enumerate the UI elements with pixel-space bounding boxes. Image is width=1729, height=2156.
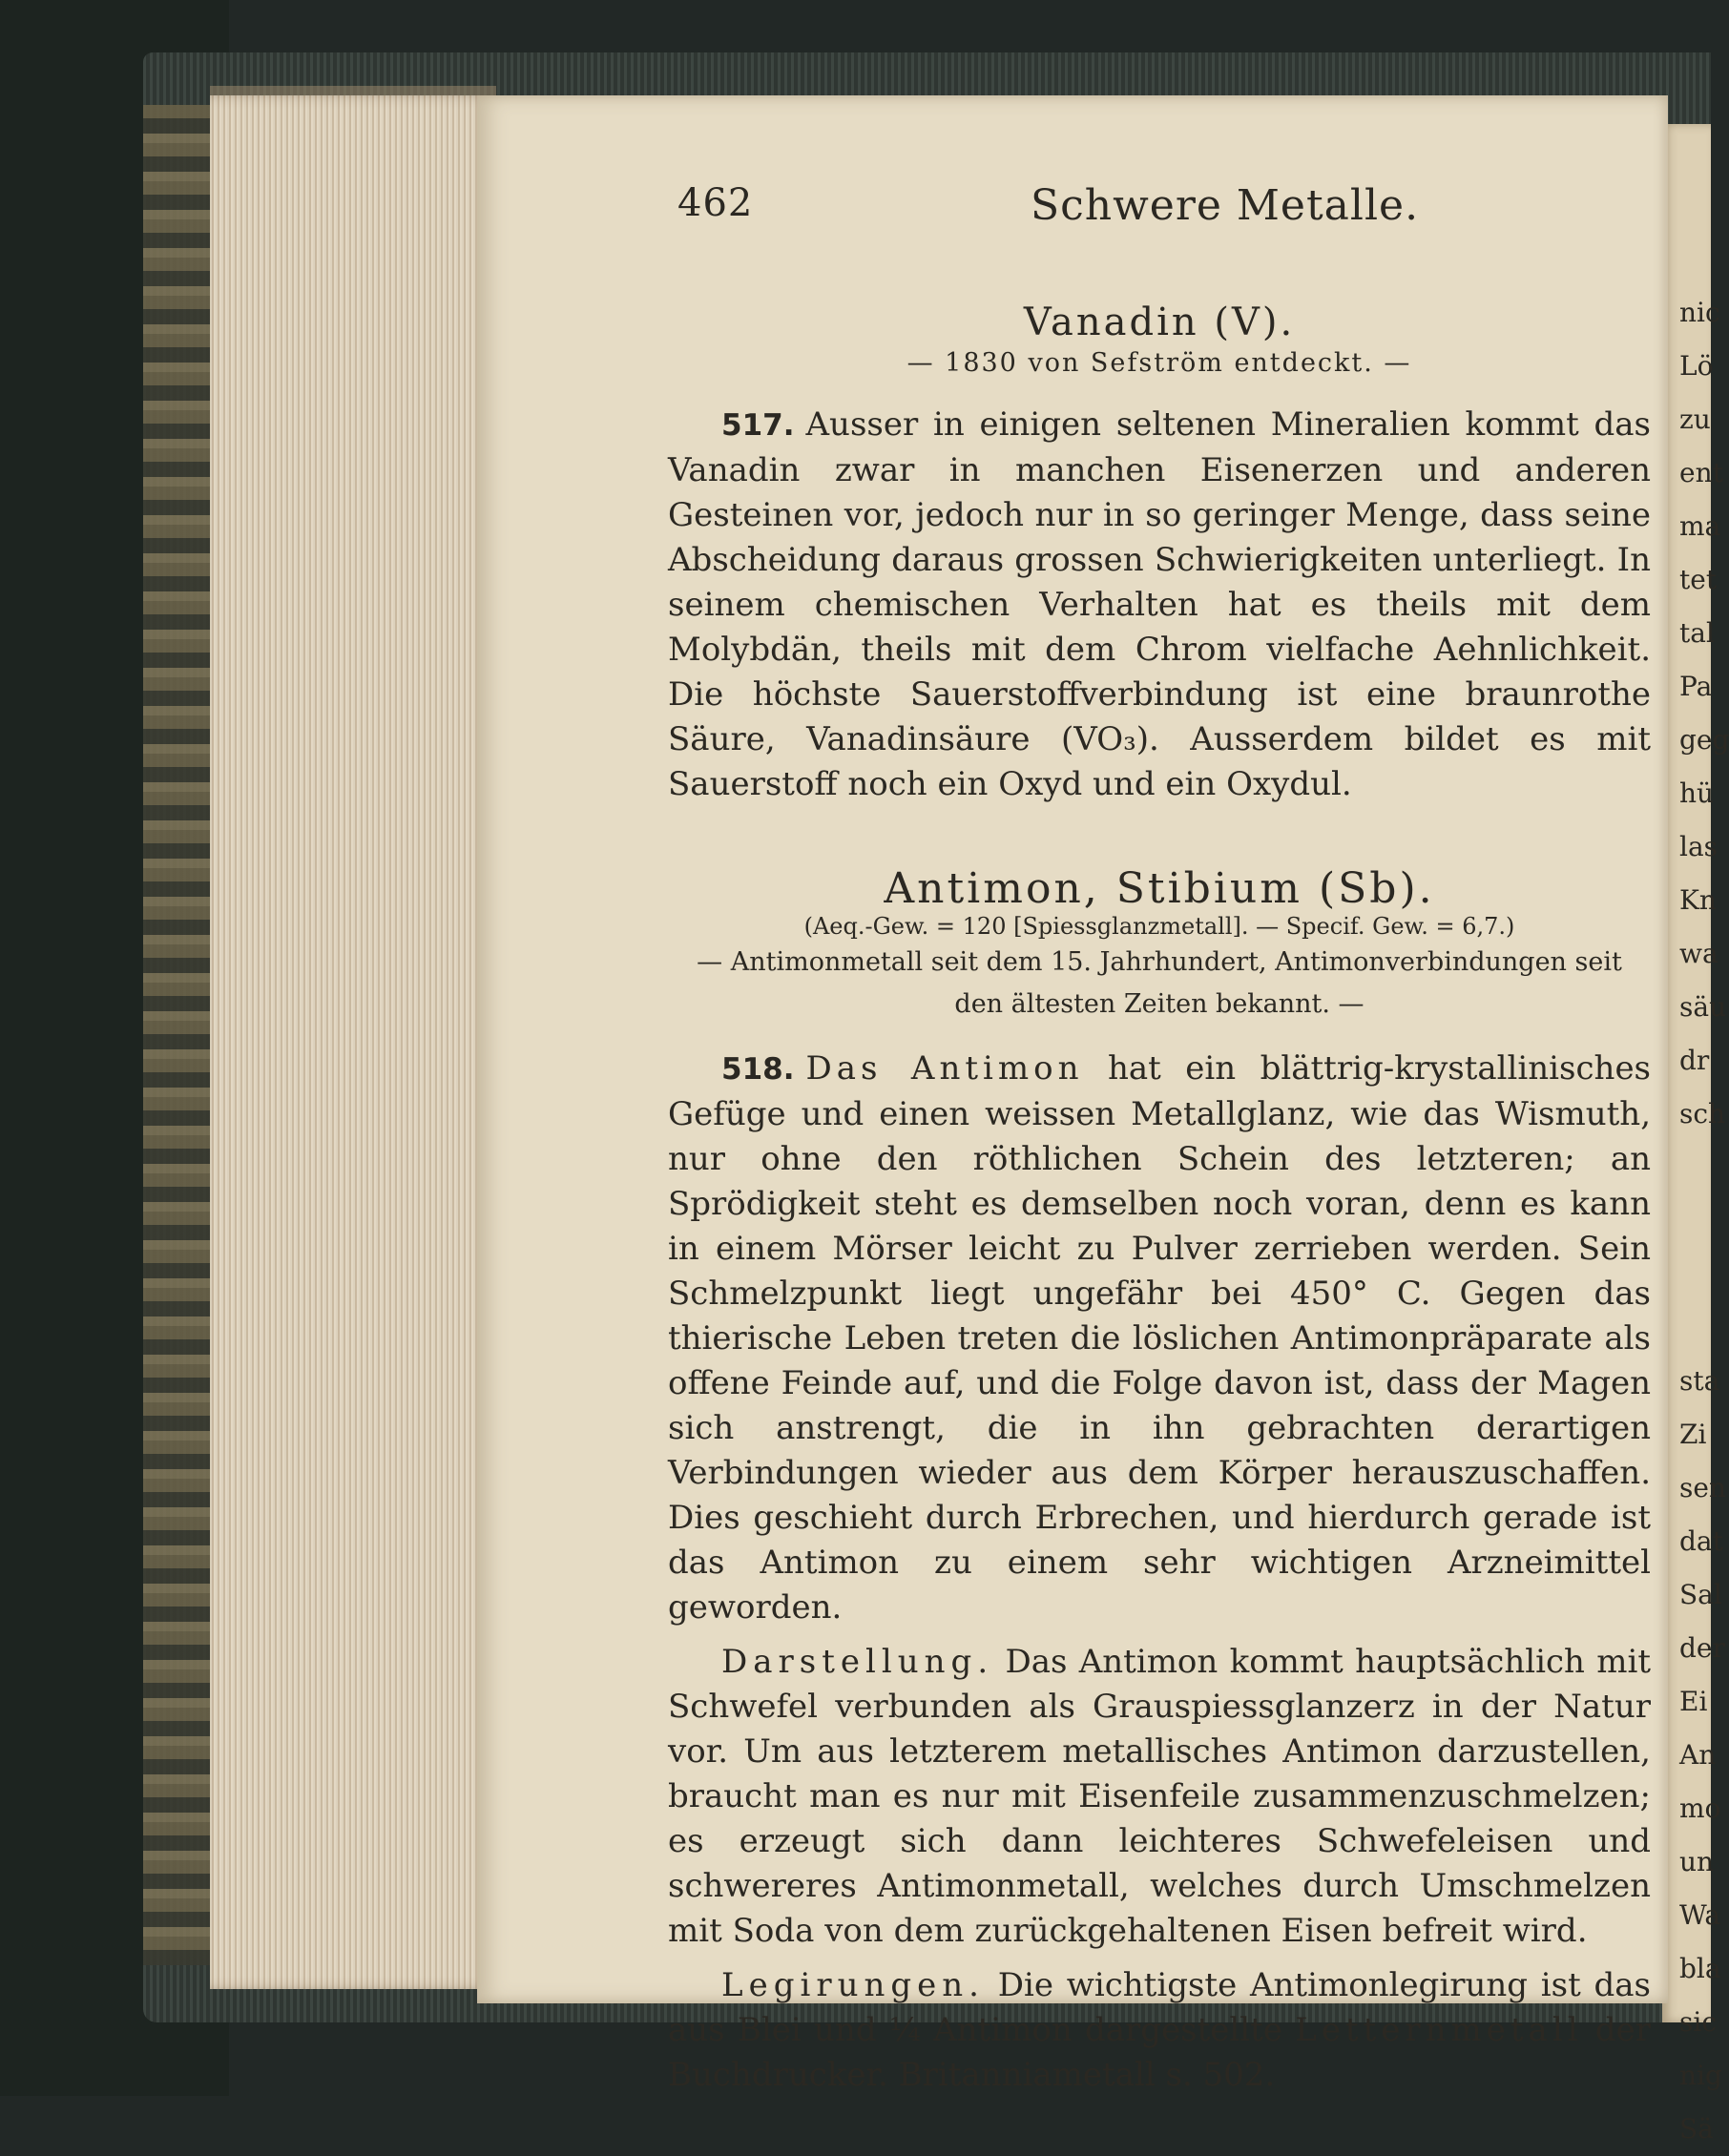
adjacent-page-fragment	[1679, 1194, 1711, 1248]
adjacent-page-fragment: Pa	[1679, 671, 1713, 702]
paragraph-text: Das Antimon kommt hauptsächlich mit Schwefel verbunden als Grauspiessglanzerz in der Natur vor. Um aus letzterem metallisches Antimon darzustellen, braucht man es nur mit Eisenfeile zusammenzuschmelzen; es erzeugt sich dann leichteres Schwefeleisen und schwereres Antimonmetall, welches durch Umschmelzen mit Soda von dem zurückgehaltenen Eisen befreit wird.	[668, 1643, 1651, 1950]
adjacent-page-fragment: nig	[1679, 2060, 1722, 2091]
paragraph-text: der Buchdrucker. Britanniametall s. 502.	[668, 2011, 1651, 2094]
adjacent-page-fragment: tet	[1679, 564, 1718, 595]
paragraph-number: 518.	[721, 1052, 795, 1087]
subheading-legierungen: Legirungen.	[721, 1966, 985, 2004]
adjacent-page-fragment: zu	[1679, 404, 1711, 435]
adjacent-page-fragment: säu	[1679, 991, 1727, 1023]
adjacent-page-fragment: tal	[1679, 617, 1715, 649]
adjacent-page-fragment: un	[1679, 1846, 1715, 1877]
adjacent-page-fragment: Kn	[1679, 884, 1717, 916]
page-number: 462	[677, 181, 754, 225]
adjacent-page-fragment: sch	[1679, 1098, 1726, 1130]
paragraph-text: hat ein blättrig-krystallinisches Gefüge und einen weissen Metallglanz, wie das Wismuth, nur ohne den röthlichen Schein des letzteren; an Sprödigkeit steht es demselben noch voran, denn es kann in einem Mörser leicht zu Pulver zerrieben werden. Sein Schmelzpunkt liegt ungefähr bei 450° C. Gegen das thierische Leben treten die löslichen Antimonpräparate als offene Feinde auf, und die Folge davon ist, dass der Magen sich anstrengt, die in ihn gebrachten derartigen Verbindungen wieder aus dem Körper herauszuschaffen. Dies geschieht durch Erbrechen, und hierdurch gerade ist das Antimon zu einem sehr wichtigen Arzneimittel geworden.	[668, 1049, 1652, 1627]
adjacent-page-fragment	[1679, 1248, 1711, 1301]
paragraph-darstellung	[668, 1640, 1651, 1954]
paragraph-text: Die wichtigste Antimonlegirung ist das aus Blei und	[668, 1966, 1651, 2049]
adjacent-page-fragment: ma	[1679, 510, 1721, 542]
emphasis-letternmetall: Letternmetall	[1295, 2011, 1583, 2049]
adjacent-page-text	[1679, 286, 1729, 2156]
adjacent-page-fragment: Lö	[1679, 350, 1714, 382]
adjacent-page-fragment: geg	[1679, 724, 1729, 756]
running-title: Schwere Metalle.	[1031, 181, 1420, 230]
paragraph-text: Ausser in einigen seltenen Mineralien kommt das Vanadin zwar in manchen Eisenerzen und anderen Gesteinen vor, jedoch nur in so geringer Menge, dass seine Abscheidung daraus grossen Schwierigkeiten unterliegt. In seinem chemischen Verhalten hat es theils mit dem Molybdän, theils mit dem Chrom vielfache Aehnlichkeit. Die höchste Sauerstoffverbindung ist eine braunrothe Säure, Vanadinsäure (VO₃). Ausserdem bildet es mit Sauerstoff noch ein Oxyd und ein Oxydul.	[668, 405, 1651, 803]
adjacent-page-fragment: Wa	[1679, 1899, 1721, 1931]
adjacent-page-fragment: dat	[1679, 1525, 1723, 1557]
adjacent-page-fragment: bla	[1679, 1953, 1721, 1984]
adjacent-page-fragment: hü	[1679, 777, 1715, 809]
history-note: — Antimonmetall seit dem 15. Jahrhundert, Antimonverbindungen seit den ältesten Zeiten bekannt. —	[697, 947, 1622, 1019]
page-header	[677, 181, 1651, 248]
atomic-weights-note: (Aeq.-Gew. = 120 [Spiessglanzmetall]. — Specif. Gew. = 6,7.)	[803, 913, 1515, 940]
adjacent-page-fragment: sta	[1679, 1365, 1720, 1397]
paragraph-517	[668, 403, 1651, 807]
emphasis-antimon: Das Antimon	[805, 1049, 1084, 1088]
adjacent-page-fragment: wa	[1679, 938, 1719, 969]
paragraph-518	[668, 1047, 1651, 1630]
adjacent-page-fragment	[1679, 1141, 1711, 1194]
section-title-antimon: Antimon, Stibium (Sb).	[884, 864, 1435, 913]
section-title-vanadin: Vanadin (V).	[1023, 301, 1296, 344]
fraction: ¼	[888, 2011, 921, 2049]
adjacent-page-fragment: Zi	[1679, 1419, 1707, 1450]
subheading-darstellung: Darstellung.	[721, 1643, 994, 1681]
adjacent-page-fragment: sen	[1679, 1472, 1726, 1503]
adjacent-page-fragment: las	[1679, 831, 1719, 862]
adjacent-page-fragment: mo	[1679, 1793, 1721, 1824]
adjacent-page-fragment: Sal	[1679, 1579, 1722, 1610]
adjacent-page-fragment: Ei	[1679, 1686, 1708, 1717]
adjacent-page-fragment: nic	[1679, 297, 1720, 328]
page-block-edges	[210, 95, 499, 1989]
page-text-area	[668, 181, 1651, 2107]
adjacent-page-fragment: sic	[1679, 2006, 1718, 2038]
paragraph-number: 517.	[721, 408, 795, 443]
paragraph-text: Antimon dargestellte	[933, 2011, 1282, 2049]
book-page	[477, 95, 1668, 2094]
adjacent-page-fragment: ent	[1679, 457, 1723, 488]
adjacent-page-fragment: dr	[1679, 1045, 1710, 1076]
adjacent-page-fragment: Sä	[1679, 2113, 1714, 2145]
paragraph-legierungen	[668, 1963, 1651, 2098]
adjacent-page-fragment	[1679, 1301, 1711, 1355]
adjacent-page-fragment: der	[1679, 1632, 1725, 1664]
discovery-note: — 1830 von Sefström entdeckt. —	[906, 348, 1412, 378]
adjacent-page-fragment: An	[1679, 1739, 1717, 1771]
cover-edge-pattern	[143, 105, 210, 1965]
